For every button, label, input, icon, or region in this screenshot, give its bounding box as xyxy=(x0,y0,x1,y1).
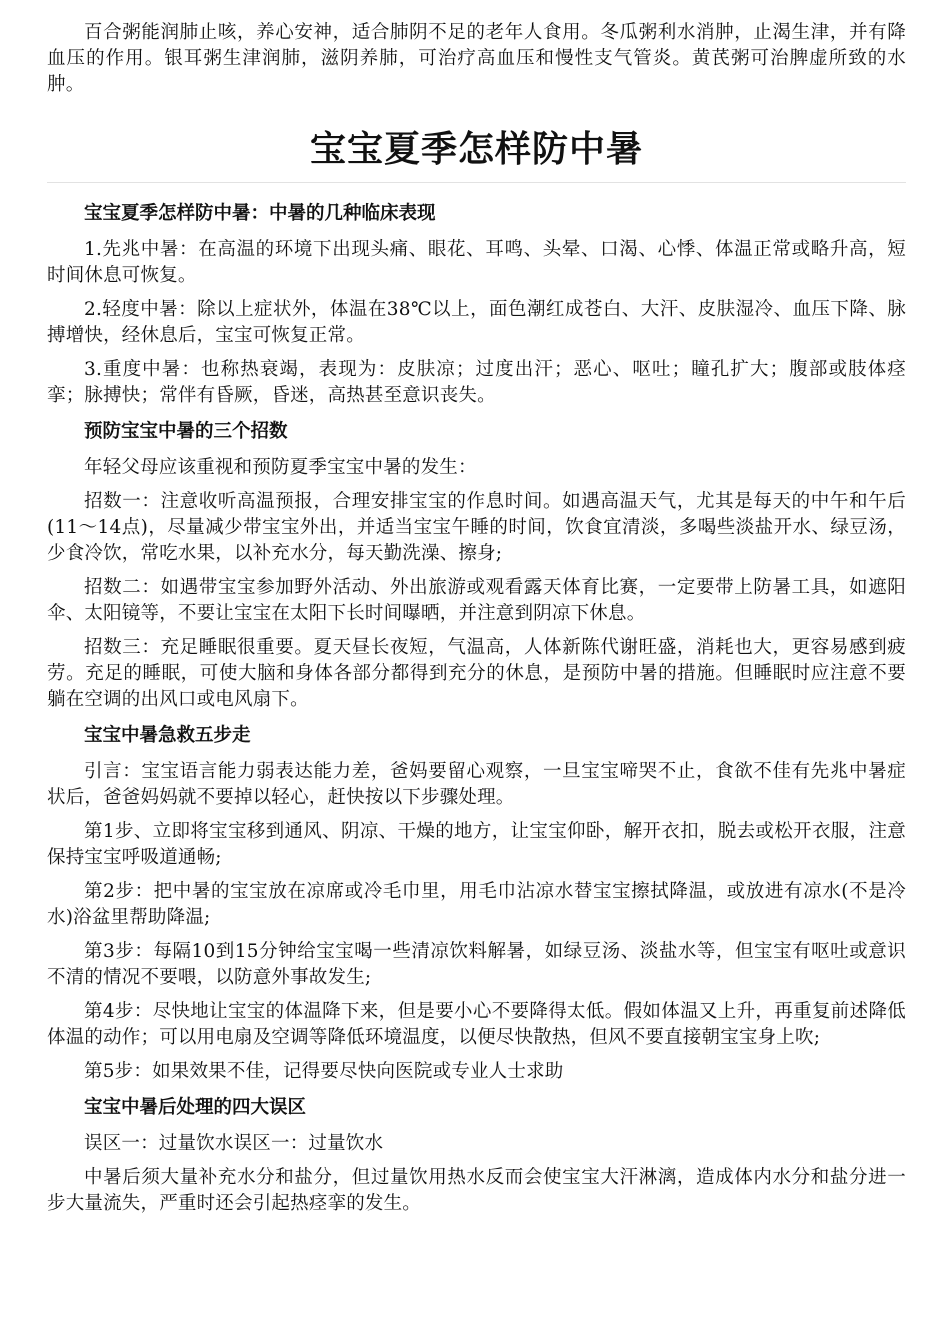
paragraph: 1.先兆中暑：在高温的环境下出现头痛、眼花、耳鸣、头晕、口渴、心悸、体温正常或略升高，短时间休息可恢复。 xyxy=(47,239,906,286)
intro-paragraph: 百合粥能润肺止咳，养心安神，适合肺阴不足的老年人食用。冬瓜粥利水消肿，止渴生津，并有降血压的作用。银耳粥生津润肺，滋阴养肺，可治疗高血压和慢性支气管炎。黄芪粥可治脾虚所致的水肿。 xyxy=(47,22,906,95)
paragraph: 第4步：尽快地让宝宝的体温降下来，但是要小心不要降得太低。假如体温又上升，再重复前述降低体温的动作；可以用电扇及空调等降低环境温度，以便尽快散热，但风不要直接朝宝宝身上吹; xyxy=(47,1001,906,1048)
paragraph: 第2步：把中暑的宝宝放在凉席或冷毛巾里，用毛巾沾凉水替宝宝擦拭降温，或放进有凉水(不是冷水)浴盆里帮助降温; xyxy=(47,881,906,928)
paragraph: 引言：宝宝语言能力弱表达能力差，爸妈要留心观察，一旦宝宝啼哭不止，食欲不佳有先兆中暑症状后，爸爸妈妈就不要掉以轻心，赶快按以下步骤处理。 xyxy=(47,761,906,808)
section-heading-prevention: 预防宝宝中暑的三个招数 xyxy=(84,421,288,442)
title-divider xyxy=(47,182,906,183)
paragraph: 第1步、立即将宝宝移到通风、阴凉、干燥的地方，让宝宝仰卧，解开衣扣，脱去或松开衣服，注意保持宝宝呼吸道通畅; xyxy=(47,821,906,868)
paragraph: 3.重度中暑：也称热衰竭，表现为：皮肤凉；过度出汗；恶心、呕吐；瞳孔扩大；腹部或肢体痉挛；脉搏快；常伴有昏厥，昏迷，高热甚至意识丧失。 xyxy=(47,359,906,406)
paragraph: 误区一：过量饮水误区一：过量饮水 xyxy=(84,1133,384,1154)
page-title: 宝宝夏季怎样防中暑 xyxy=(309,129,643,170)
section-heading-symptoms: 宝宝夏季怎样防中暑：中暑的几种临床表现 xyxy=(84,203,436,224)
paragraph: 招数一：注意收听高温预报，合理安排宝宝的作息时间。如遇高温天气，尤其是每天的中午和午后(11～14点)，尽量减少带宝宝外出，并适当宝宝午睡的时间，饮食宜清淡，多喝些淡盐开水、绿豆汤，少食冷饮，常吃水果，以补充水分，每天勤洗澡、擦身; xyxy=(47,491,906,564)
paragraph: 2.轻度中暑：除以上症状外，体温在38℃以上，面色潮红成苍白、大汗、皮肤湿冷、血压下降、脉搏增快，经休息后，宝宝可恢复正常。 xyxy=(47,299,906,346)
paragraph: 年轻父母应该重视和预防夏季宝宝中暑的发生： xyxy=(84,457,477,478)
paragraph: 第3步：每隔10到15分钟给宝宝喝一些清凉饮料解暑，如绿豆汤、淡盐水等，但宝宝有呕吐或意识不清的情况不要喂，以防意外事故发生; xyxy=(47,941,906,988)
paragraph: 招数三：充足睡眠很重要。夏天昼长夜短，气温高，人体新陈代谢旺盛，消耗也大，更容易感到疲劳。充足的睡眠，可使大脑和身体各部分都得到充分的休息，是预防中暑的措施。但睡眠时应注意不要躺在空调的出风口或电风扇下。 xyxy=(47,637,906,710)
section-heading-first-aid: 宝宝中暑急救五步走 xyxy=(84,725,251,746)
paragraph: 招数二：如遇带宝宝参加野外活动、外出旅游或观看露天体育比赛，一定要带上防暑工具，如遮阳伞、太阳镜等，不要让宝宝在太阳下长时间曝晒，并注意到阴凉下休息。 xyxy=(47,577,906,624)
paragraph: 第5步：如果效果不佳，记得要尽快向医院或专业人士求助 xyxy=(84,1061,564,1082)
paragraph: 中暑后须大量补充水分和盐分，但过量饮用热水反而会使宝宝大汗淋漓，造成体内水分和盐分进一步大量流失，严重时还会引起热痉挛的发生。 xyxy=(47,1167,906,1214)
section-heading-misconceptions: 宝宝中暑后处理的四大误区 xyxy=(84,1097,307,1118)
